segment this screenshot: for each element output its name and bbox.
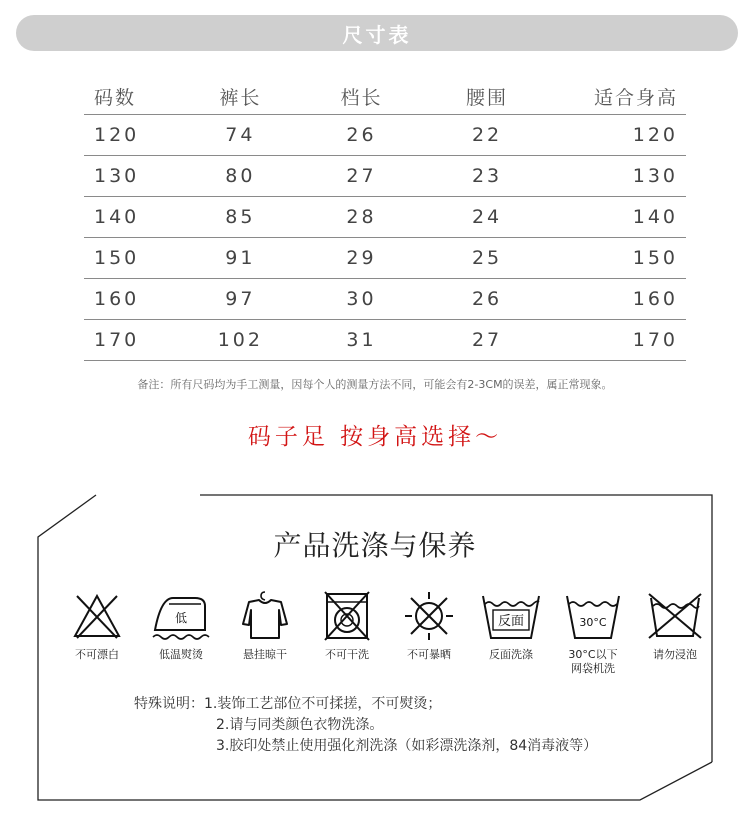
cell-fit-height: 150: [550, 238, 686, 279]
cell-pants-length: 74: [182, 115, 299, 156]
cell-fit-height: 130: [550, 156, 686, 197]
cell-waist: 23: [424, 156, 550, 197]
table-header-row: [84, 78, 686, 115]
size-chart-header: [16, 15, 738, 51]
low-iron-text: 低: [174, 611, 188, 625]
care-label: 反面洗涤: [489, 648, 533, 661]
care-label: 悬挂晾干: [243, 648, 287, 661]
hang-dry-icon: [237, 590, 293, 642]
no-sun-dry-icon: [401, 590, 457, 642]
cell-waist: 25: [424, 238, 550, 279]
care-item: [136, 590, 226, 662]
cell-pants-length: 80: [182, 156, 299, 197]
care-item: [466, 590, 556, 662]
wash-inside-out-text: 反面: [497, 614, 525, 629]
care-icons-row: [52, 590, 702, 690]
cell-crotch-length: 31: [299, 320, 425, 361]
cell-size: 160: [84, 279, 182, 320]
care-label: 不可暴晒: [407, 648, 451, 661]
care-item: [220, 590, 310, 662]
care-title: 产品洗涤与保养: [273, 529, 477, 562]
cell-size: 140: [84, 197, 182, 238]
no-dry-clean-icon: [319, 590, 375, 642]
cell-fit-height: 160: [550, 279, 686, 320]
cell-crotch-length: 27: [299, 156, 425, 197]
no-bleach-icon: [69, 590, 125, 642]
cell-waist: 22: [424, 115, 550, 156]
cell-waist: 27: [424, 320, 550, 361]
special-note-text: 2.请与同类颜色衣物洗涤。: [216, 717, 384, 733]
size-chart-title: 尺寸表: [342, 22, 412, 47]
care-item: [302, 590, 392, 662]
cell-pants-length: 91: [182, 238, 299, 279]
cell-size: 130: [84, 156, 182, 197]
cell-pants-length: 97: [182, 279, 299, 320]
machine-wash-temp-text: 30°C: [579, 616, 607, 629]
table-row: [84, 115, 686, 156]
cell-size: 120: [84, 115, 182, 156]
cell-fit-height: 140: [550, 197, 686, 238]
cell-waist: 26: [424, 279, 550, 320]
cell-size: 150: [84, 238, 182, 279]
size-slogan: 码子足 按身高选择～: [247, 424, 503, 450]
care-label: 不可干洗: [325, 648, 369, 661]
size-table: [84, 78, 686, 361]
care-label: 请勿浸泡: [653, 648, 697, 661]
column-header-fit-height: 适合身高: [550, 78, 686, 115]
special-note-line: [134, 736, 597, 757]
care-label: 30°C以下: [568, 648, 618, 661]
low-iron-icon: [147, 590, 215, 642]
no-soak-icon: [645, 590, 705, 642]
special-notes: [134, 694, 597, 757]
table-row: [84, 238, 686, 279]
care-item: [384, 590, 474, 662]
table-row: [84, 156, 686, 197]
care-label: 低温熨烫: [159, 648, 203, 661]
special-note-line: [134, 715, 597, 736]
care-label-line2: 网袋机洗: [571, 662, 615, 675]
cell-fit-height: 170: [550, 320, 686, 361]
table-row: [84, 320, 686, 361]
cell-pants-length: 102: [182, 320, 299, 361]
cell-pants-length: 85: [182, 197, 299, 238]
column-header-crotch-length: 档长: [299, 78, 425, 115]
cell-crotch-length: 30: [299, 279, 425, 320]
column-header-size: 码数: [84, 78, 182, 115]
column-header-waist: 腰围: [424, 78, 550, 115]
measurement-note: 备注：所有尺码均为手工测量，因每个人的测量方法不同，可能会有2-3CM的误差，属正常现象。: [137, 378, 613, 391]
special-note-line: [134, 694, 597, 715]
cell-crotch-length: 26: [299, 115, 425, 156]
machine-wash-30-icon: [563, 590, 623, 642]
column-header-pants-length: 裤长: [182, 78, 299, 115]
cell-waist: 24: [424, 197, 550, 238]
care-item: [630, 590, 720, 662]
special-note-text: 1.装饰工艺部位不可揉搓，不可熨烫；: [204, 696, 442, 712]
special-note-text: 3.胶印处禁止使用强化剂洗涤（如彩漂洗涤剂，84消毒液等）: [216, 738, 598, 754]
table-row: [84, 279, 686, 320]
cell-size: 170: [84, 320, 182, 361]
cell-crotch-length: 29: [299, 238, 425, 279]
care-item: [548, 590, 638, 676]
special-notes-label: 特殊说明：: [134, 696, 204, 712]
table-row: [84, 197, 686, 238]
care-label: 不可漂白: [75, 648, 119, 661]
care-item: [52, 590, 142, 662]
cell-fit-height: 120: [550, 115, 686, 156]
wash-inside-out-icon: [479, 590, 543, 642]
cell-crotch-length: 28: [299, 197, 425, 238]
